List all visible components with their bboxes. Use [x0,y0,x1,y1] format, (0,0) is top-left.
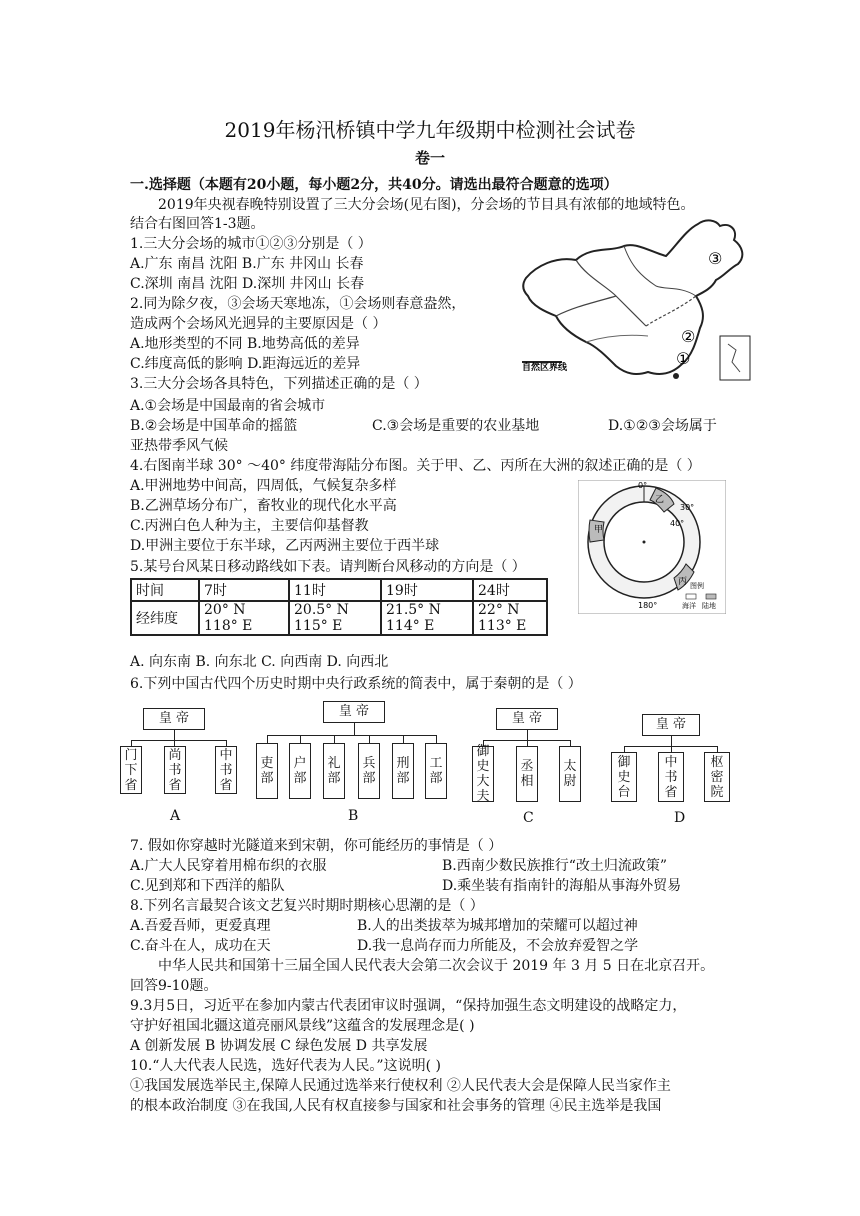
org-box: 礼 部 [323,743,345,799]
question-2-cont: 造成两个会场风光迥异的主要原因是（ ） [130,316,387,332]
option-label-b: B [348,808,359,824]
q3-option-b: B.②会场是中国革命的摇篮 [130,418,298,434]
q3-option-c: C.③会场是重要的农业基地 [372,418,540,434]
lon-value: 118° E [204,618,253,634]
globe-label-jia: 甲 [594,525,604,535]
table-row [131,579,547,601]
globe-legend-land: 陆地 [702,602,716,610]
q4-option-b: B.乙洲草场分布广，畜牧业的现代化水平高 [130,498,397,514]
org-box: 工 部 [425,743,447,799]
globe-legend: 图例 [690,582,704,590]
lon-value: 115° E [294,618,343,634]
org-box: 尚 书 省 [164,746,186,794]
question-1: 1.三大分会场的城市①②③分别是（ ） [130,236,372,252]
section-heading: 一.选择题（本题有20小题，每小题2分，共40分。请选出最符合题意的选项） [130,177,618,193]
org-box: 门 下 省 [120,746,142,794]
globe-lat-40: 40° [670,519,685,528]
question-9: 9.3月5日，习近平在参加内蒙古代表团审议时强调，“保持加强生态文明建设的战略定力， [130,998,687,1014]
map-legend-label: 自然区界线 [522,363,568,373]
lon-value: 114° E [386,618,435,634]
q3-option-a: A.①会场是中国最南的省会城市 [130,398,326,414]
question-9-cont: 守护好祖国北疆这道亮丽风景线”这蕴含的发展理念是( ) [130,1018,475,1034]
table-cell [289,601,381,635]
q7-option-c: C.见到郑和下西洋的船队 [130,878,285,894]
org-box: 御 史 大 夫 [472,746,494,802]
q3-option-d: D.①②③会场属于 [608,418,717,434]
globe-label-bing: 丙 [678,577,688,587]
globe-label-yi: 乙 [655,495,665,505]
org-box: 兵 部 [358,743,380,799]
question-3: 3.三大分会场各具特色，下列描述正确的是（ ） [130,376,428,392]
org-box: 吏 部 [256,743,278,799]
table-header: 11时 [289,579,381,601]
org-box: 户 部 [289,743,311,799]
org-box: 丞 相 [516,746,538,802]
org-box: 刑 部 [392,743,414,799]
q7-option-b: B.西南少数民族推行“改土归流政策” [442,858,668,874]
table-cell [473,601,547,635]
q4-option-d: D.甲洲主要位于东半球，乙丙两洲主要位于西半球 [130,538,440,554]
q8-option-c: C.奋斗在人，成功在天 [130,938,271,954]
q8-option-a: A.吾爱吾师，更爱真理 [130,918,271,934]
intro-text-2-cont: 回答9-10题。 [130,978,218,994]
question-7: 7. 假如你穿越时光隧道来到宋朝，你可能经历的事情是（ ） [130,838,503,854]
globe-legend-sea: 海洋 [682,602,696,610]
question-8: 8.下列名言最契合该文艺复兴时期时期核心思潮的是（ ） [130,898,484,914]
china-map [516,216,754,388]
lat-value: 22° N [478,602,520,618]
q5-options: A. 向东南 B. 向东北 C. 向西南 D. 向西北 [130,654,389,670]
emperor-box: 皇 帝 [496,708,558,730]
volume-title: 卷一 [414,149,445,167]
emperor-box: 皇 帝 [323,701,385,723]
map-mark-1: ① [676,349,691,368]
org-box: 枢 密 院 [704,752,730,802]
map-mark-2: ② [681,327,696,346]
page-title: 2019年杨汛桥镇中学九年级期中检测社会试卷 [224,118,636,142]
table-cell [199,601,289,635]
table-header: 时间 [131,579,199,601]
intro-text-2: 中华人民共和国第十三届全国人民代表大会第二次会议于 2019 年 3 月 5 日在北京召开。 [158,958,715,974]
question-10: 10.“人大代表人民选，选好代表为人民。”这说明( ) [130,1058,441,1074]
question-5: 5.某号台风某日移动路线如下表。请判断台风移动的方向是（ ） [130,559,526,575]
option-label-d: D [674,810,686,826]
q3-option-d-cont: 亚热带季风气候 [130,438,228,454]
question-2: 2.同为除夕夜，③会场天寒地冻，①会场则春意盎然， [130,296,466,312]
q7-option-a: A.广大人民穿着用棉布织的衣服 [130,858,327,874]
table-header: 7时 [199,579,289,601]
org-box: 太 尉 [559,746,581,802]
q1-options-ab: A.广东 南昌 沈阳 B.广东 井冈山 长春 [130,256,364,272]
q10-statement-line2: 的根本政治制度 ③在我国,人民有权直接参与国家和社会事务的管理 ④民主选举是我国 [130,1098,662,1114]
emperor-box: 皇 帝 [642,714,700,736]
org-box: 中 书 省 [658,752,684,802]
q2-options-ab: A.地形类型的不同 B.地势高低的差异 [130,336,360,352]
globe-lat-30: 30° [680,503,695,512]
question-6: 6.下列中国古代四个历史时期中央行政系统的简表中，属于秦朝的是（ ） [130,676,582,692]
lat-value: 20.5° N [294,602,349,618]
map-mark-3: ③ [708,249,723,268]
typhoon-table [130,578,548,636]
globe-label-180: 180° [638,601,658,610]
intro-text: 2019年央视春晚特别设置了三大分会场(见右图)，分会场的节目具有浓郁的地域特色。 [158,197,695,213]
table-row [131,601,547,635]
q8-option-b: B.人的出类拔萃为城邦增加的荣耀可以超过神 [357,918,638,934]
q10-statement-line1: ①我国发展选举民主,保障人民通过选举来行使权利 ②人民代表大会是保障人民当家作主 [130,1078,671,1094]
table-cell: 经纬度 [131,601,199,635]
q8-option-d: D.我一息尚存而力所能及，不会放弃爱智之学 [357,938,639,954]
intro-text-cont: 结合右图回答1-3题。 [130,216,265,232]
table-header: 19时 [381,579,473,601]
southern-hemisphere-diagram [578,480,726,614]
question-4: 4.右图南半球 30° ～40° 纬度带海陆分布图。关于甲、乙、丙所在大洲的叙述正确的是（ ） [130,458,701,474]
table-header: 24时 [473,579,547,601]
emperor-box: 皇 帝 [143,708,205,730]
org-box: 中 书 省 [215,746,237,794]
globe-label-0: 0° [638,481,648,490]
lat-value: 20° N [204,602,246,618]
q4-option-a: A.甲洲地势中间高，四周低，气候复杂多样 [130,478,397,494]
q2-options-cd: C.纬度高低的影响 D.距海远近的差异 [130,356,361,372]
q7-option-d: D.乘坐装有指南针的海船从事海外贸易 [442,878,682,894]
option-label-a: A [170,808,181,824]
lon-value: 113° E [478,618,527,634]
option-label-c: C [523,810,534,826]
q9-options: A 创新发展 B 协调发展 C 绿色发展 D 共享发展 [130,1038,428,1054]
lat-value: 21.5° N [386,602,441,618]
org-box: 御 史 台 [611,752,637,802]
q1-options-cd: C.深圳 南昌 沈阳 D.深圳 井冈山 长春 [130,276,365,292]
q4-option-c: C.丙洲白色人种为主，主要信仰基督教 [130,518,369,534]
table-cell [381,601,473,635]
